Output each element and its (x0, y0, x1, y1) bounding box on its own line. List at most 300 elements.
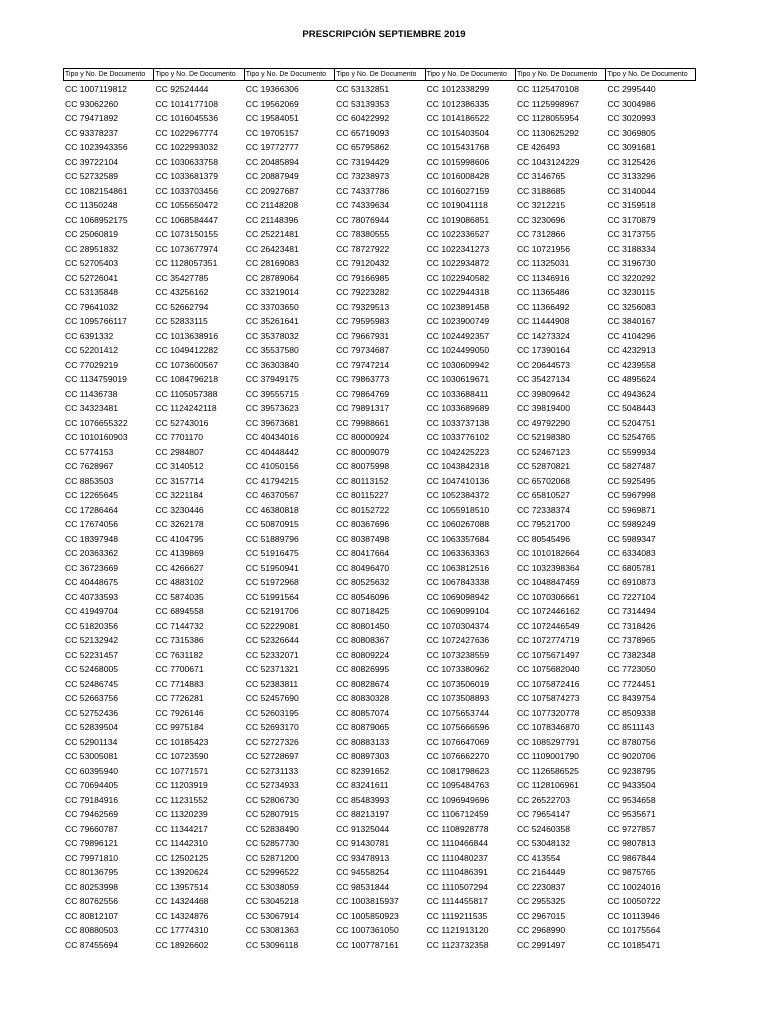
document-id-cell: CC 52326644 (245, 635, 299, 645)
document-id-cell: CC 1110486391 (426, 867, 488, 877)
document-id-cell: CC 79667931 (336, 330, 390, 341)
table-row (63, 329, 696, 344)
document-id-cell: CC 10175564 (607, 925, 661, 935)
document-id-cell: CC 52901134 (65, 736, 118, 747)
document-id-cell: CC 9867844 (607, 852, 656, 863)
document-id-cell: CC 3230115 (607, 287, 655, 297)
document-id-cell: CC 3069805 (607, 127, 656, 138)
document-id-cell: CC 1073600567 (155, 359, 218, 370)
document-id-cell: CC 6910873 (607, 577, 656, 587)
document-id-cell: CC 79971810 (65, 852, 119, 863)
document-id-cell: CC 5969871 (607, 504, 656, 515)
document-id-cell: CC 80136795 (65, 867, 119, 877)
document-id-cell: CC 3020993 (607, 113, 656, 123)
document-id-cell: CC 7378965 (607, 635, 656, 645)
table-row (63, 619, 696, 634)
document-id-cell: CC 1012338299 (426, 84, 490, 94)
document-id-cell: CC 21148208 (245, 200, 299, 210)
document-id-cell: CC 80883133 (336, 736, 390, 747)
document-id-cell: CC 53081363 (245, 925, 299, 935)
document-id-cell: CC 34323481 (65, 403, 119, 413)
document-id-cell: CC 1030619671 (426, 374, 490, 384)
document-id-cell: CC 52743016 (155, 417, 209, 428)
document-id-cell: CC 52732589 (65, 171, 119, 181)
document-id-cell: CC 1016027159 (426, 185, 490, 196)
table-row (63, 169, 696, 184)
document-id-cell: CC 79184916 (65, 794, 119, 805)
document-id-cell: CC 5989347 (607, 533, 656, 544)
document-id-cell: CC 1012386335 (426, 98, 490, 109)
document-id-cell: CC 1084796218 (155, 374, 218, 384)
document-id-cell: CC 1085297791 (516, 736, 580, 747)
document-id-cell: CC 79166985 (336, 272, 390, 283)
document-id-cell: CC 1114455817 (426, 896, 488, 906)
document-id-cell: CC 1016008428 (426, 171, 490, 181)
document-id-cell: CC 3230446 (155, 504, 204, 515)
document-id-cell: CC 1043124229 (516, 156, 580, 167)
document-id-cell: CC 9875765 (607, 867, 656, 877)
document-id-cell: CC 1075666596 (426, 722, 490, 732)
document-id-cell: CC 1109001790 (516, 751, 579, 761)
table-row (63, 488, 696, 503)
document-id-cell: CC 1110480237 (426, 852, 488, 863)
document-id-cell: CC 52468005 (65, 664, 119, 674)
document-id-cell: CC 65719093 (336, 127, 390, 138)
document-id-cell: CC 1075653744 (426, 707, 490, 718)
table-row (63, 662, 696, 677)
table-row (63, 561, 696, 576)
document-id-cell: CC 28951832 (65, 243, 119, 254)
document-id-cell: CC 2984807 (155, 446, 204, 457)
document-id-cell: CC 3230696 (516, 214, 566, 225)
document-id-cell: CC 1096949696 (426, 794, 490, 805)
column-header: Tipo y No. De Documento (153, 69, 243, 80)
table-row (63, 923, 696, 938)
document-id-cell: CC 11366492 (516, 301, 570, 312)
document-id-cell: CC 52332071 (245, 649, 299, 660)
document-id-cell: CC 18926602 (155, 939, 209, 950)
table-row (63, 213, 696, 228)
document-id-cell: CC 26423481 (245, 243, 299, 254)
document-id-cell: CC 52603195 (245, 707, 299, 718)
document-id-cell: CC 35427134 (516, 374, 570, 384)
document-id-cell: CC 5989249 (607, 519, 656, 529)
document-id-cell: CC 1077320778 (516, 707, 580, 718)
document-id-cell: CC 79329513 (336, 301, 390, 312)
document-id-cell: CC 1121913120 (426, 925, 489, 935)
document-id-cell: CC 53045218 (245, 896, 299, 906)
document-id-cell: CC 11325031 (516, 258, 570, 268)
document-id-cell: CC 1128057351 (155, 258, 218, 268)
document-id-cell: CC 1110466844 (426, 838, 488, 848)
document-id-cell: CC 51889796 (245, 533, 299, 544)
document-id-cell: CC 7926146 (155, 707, 204, 718)
document-id-cell: CC 46370567 (245, 490, 299, 500)
document-id-cell: CC 1015998606 (426, 156, 490, 167)
document-id-cell: CC 7723050 (607, 664, 656, 674)
document-id-cell: CC 14273324 (516, 330, 570, 341)
document-id-cell: CC 8439754 (607, 693, 656, 703)
document-id-cell: CC 1119211535 (426, 910, 488, 921)
document-id-cell: CC 80830328 (336, 693, 390, 703)
document-id-cell: CC 1016045536 (155, 113, 218, 123)
document-id-cell: CC 1052384372 (426, 490, 490, 500)
document-id-cell: CC 19562069 (245, 98, 299, 109)
document-id-cell: CC 9238795 (607, 765, 656, 776)
document-id-cell: CC 51820356 (65, 620, 119, 631)
document-id-cell: CC 7724451 (607, 678, 656, 689)
document-id-cell: CC 1060267088 (426, 519, 490, 529)
document-id-cell: CC 3188334 (607, 243, 656, 254)
document-id-cell: CC 80828674 (336, 678, 390, 689)
document-id-cell: CC 1014186522 (426, 113, 490, 123)
document-id-cell: CC 7631182 (155, 649, 204, 660)
document-id-cell: CC 74339634 (336, 200, 390, 210)
document-id-cell: CC 1010160903 (65, 432, 128, 442)
document-id-cell: CC 413554 (516, 852, 561, 863)
document-id-cell: CC 3221184 (155, 490, 204, 500)
document-id-cell: CC 52460358 (516, 823, 570, 834)
document-id-cell: CC 80546096 (336, 591, 390, 602)
document-id-cell: CC 52663756 (65, 693, 119, 703)
document-id-cell: CC 52467123 (516, 446, 570, 457)
document-id-cell: CC 25221481 (245, 229, 299, 239)
document-id-cell: CC 1033737138 (426, 417, 490, 428)
document-id-cell: CC 1010182664 (516, 548, 580, 558)
document-id-cell: CC 1033681379 (155, 171, 218, 181)
document-id-cell: CC 19705157 (245, 127, 299, 138)
document-id-cell: CC 4232913 (607, 345, 656, 355)
document-id-cell: CC 11346916 (516, 272, 570, 283)
document-id-cell: CC 17390164 (516, 345, 570, 355)
document-id-cell: CC 26522703 (516, 794, 570, 805)
document-id-cell: CC 87455694 (65, 939, 119, 950)
document-id-cell: CC 1048847459 (516, 577, 580, 587)
document-id-cell: CC 19584051 (245, 113, 299, 123)
document-id-cell: CC 80009079 (336, 446, 390, 457)
document-id-cell: CC 60395940 (65, 765, 119, 776)
table-row (63, 517, 696, 532)
document-id-cell: CC 11344217 (155, 823, 208, 834)
document-id-cell: CC 79896121 (65, 838, 119, 848)
document-id-cell: CC 13920624 (155, 867, 209, 877)
table-row (63, 633, 696, 648)
document-id-cell: CC 20927687 (245, 185, 299, 196)
document-id-cell: CC 10185471 (607, 939, 661, 950)
document-id-cell: CC 80253998 (65, 881, 119, 892)
document-id-cell: CC 28169083 (245, 258, 299, 268)
document-id-cell: CC 1108928778 (426, 823, 489, 834)
document-id-cell: CC 8780756 (607, 736, 656, 747)
table-row (63, 401, 696, 416)
document-id-cell: CC 5599934 (607, 446, 656, 457)
table-row (63, 894, 696, 909)
document-id-cell: CC 8511143 (607, 722, 655, 732)
table-row (63, 503, 696, 518)
document-id-cell: CC 1073380962 (426, 664, 490, 674)
document-id-cell: CC 1126586525 (516, 765, 579, 776)
document-id-cell: CC 10113946 (607, 910, 660, 921)
document-id-cell: CC 11231552 (155, 794, 208, 805)
document-id-cell: CC 1106712459 (426, 809, 489, 819)
document-id-cell: CC 21148396 (245, 214, 299, 225)
document-id-cell: CC 1123732358 (426, 939, 489, 950)
document-id-cell: CC 80496470 (336, 562, 390, 573)
document-id-cell: CC 39722104 (65, 156, 119, 167)
column-header: Tipo y No. De Documento (334, 69, 424, 80)
document-id-cell: CC 78076944 (336, 214, 390, 225)
document-id-cell: CC 1055650472 (155, 200, 218, 210)
document-id-cell: CC 80152722 (336, 504, 390, 515)
document-id-cell: CC 49792290 (516, 417, 570, 428)
document-id-cell: CC 2968990 (516, 925, 566, 935)
document-id-cell: CC 1033776102 (426, 432, 490, 442)
document-id-cell: CC 2955325 (516, 896, 566, 906)
page-title: PRESCRIPCIÓN SEPTIEMBRE 2019 (302, 29, 466, 40)
document-id-cell: CC 1032398364 (516, 562, 580, 573)
document-id-cell: CC 1023891458 (426, 301, 490, 312)
document-id-cell: CC 33219014 (245, 287, 299, 297)
document-id-cell: CC 52726041 (65, 272, 119, 283)
document-id-cell: CC 40733593 (65, 591, 119, 602)
table-row (63, 865, 696, 880)
table-row (63, 416, 696, 431)
document-id-cell: CC 80115227 (336, 490, 389, 500)
document-id-cell: CC 74337786 (336, 185, 390, 196)
document-id-cell: CC 65702068 (516, 475, 570, 486)
document-id-cell: CC 79120432 (336, 258, 390, 268)
document-id-cell: CC 36303840 (245, 359, 299, 370)
document-id-cell: CC 1069098942 (426, 591, 490, 602)
document-id-cell: CC 3256083 (607, 301, 656, 312)
document-id-cell: CC 1013638916 (155, 330, 218, 341)
document-id-cell: CC 1075874273 (516, 693, 580, 703)
document-id-cell: CC 35537580 (245, 345, 299, 355)
document-id-cell: CC 1023900749 (426, 316, 490, 326)
document-id-cell: CC 13957514 (155, 881, 209, 892)
document-id-cell: CC 80545496 (516, 533, 570, 544)
table-row (63, 343, 696, 358)
document-id-cell: CC 1078346870 (516, 722, 580, 732)
document-id-cell: CC 11203919 (155, 780, 208, 790)
column-header: Tipo y No. De Documento (515, 69, 605, 80)
document-id-cell: CC 1024492357 (426, 330, 490, 341)
document-id-cell: CC 7714883 (155, 678, 204, 689)
document-id-cell: CC 52731133 (245, 765, 299, 776)
table-row (63, 749, 696, 764)
document-id-cell: CC 8853503 (65, 475, 114, 486)
document-id-cell: CC 7700671 (155, 664, 204, 674)
document-id-cell: CC 51972968 (245, 577, 299, 587)
table-row (63, 720, 696, 735)
document-id-cell: CC 9727857 (607, 823, 656, 834)
document-id-cell: CC 1072427636 (426, 635, 490, 645)
table-row (63, 430, 696, 445)
document-id-cell: CC 1047410136 (426, 475, 490, 486)
document-id-cell: CC 5967998 (607, 490, 656, 500)
table-row (63, 242, 696, 257)
table-row (63, 836, 696, 851)
table-row (63, 198, 696, 213)
document-id-cell: CC 79734687 (336, 345, 390, 355)
document-id-cell: CC 88213197 (336, 809, 390, 819)
document-id-cell: CC 5874035 (155, 591, 204, 602)
document-id-cell: CC 14324468 (155, 896, 209, 906)
document-id-cell: CC 79864769 (336, 388, 390, 399)
table-row (63, 677, 696, 692)
document-id-cell: CC 10721956 (516, 243, 570, 254)
document-id-cell: CC 7318426 (607, 620, 656, 631)
document-id-cell: CC 80880503 (65, 925, 119, 935)
document-id-cell: CC 35427785 (155, 272, 209, 283)
document-id-cell: CC 50870915 (245, 519, 299, 529)
document-id-cell: CC 2995440 (607, 84, 656, 94)
document-id-cell: CC 19772777 (245, 142, 299, 152)
document-id-cell: CC 1110507294 (426, 881, 488, 892)
document-id-cell: CC 3220292 (607, 272, 656, 283)
document-id-cell: CC 9433504 (607, 780, 656, 790)
table-row (63, 532, 696, 547)
document-id-cell: CC 52693170 (245, 722, 299, 732)
document-id-cell: CC 80801450 (336, 620, 390, 631)
column-header: Tipo y No. De Documento (605, 69, 695, 80)
document-id-cell: CC 52833115 (155, 316, 208, 326)
document-id-cell: CC 52734933 (245, 780, 299, 790)
document-id-cell: CC 79891317 (336, 403, 390, 413)
document-id-cell: CC 1015403504 (426, 127, 490, 138)
table-row (63, 706, 696, 721)
document-id-cell: CC 1007787161 (336, 939, 399, 950)
document-id-cell: CC 5925495 (607, 475, 656, 486)
table-row (63, 459, 696, 474)
document-id-cell: CC 82391652 (336, 765, 390, 776)
document-id-cell: CC 1134759019 (65, 374, 127, 384)
document-id-cell: CC 79641032 (65, 301, 119, 312)
document-id-cell: CC 4239558 (607, 359, 656, 370)
document-id-cell: CC 1105057388 (155, 388, 218, 399)
document-id-cell: CC 80367696 (336, 519, 390, 529)
document-id-cell: CC 46380818 (245, 504, 299, 515)
document-id-cell: CC 80000924 (336, 432, 390, 442)
document-id-cell: CC 73194429 (336, 156, 390, 167)
table-row (63, 909, 696, 924)
document-id-cell: CC 7314494 (607, 606, 656, 616)
document-id-cell: CC 52727326 (245, 736, 299, 747)
document-id-cell: CC 1033688411 (426, 388, 489, 399)
document-id-cell: CC 7628967 (65, 461, 114, 471)
document-id-cell: CC 3140512 (155, 461, 204, 471)
document-id-cell: CC 9020706 (607, 751, 656, 761)
document-id-cell: CC 18397948 (65, 533, 119, 544)
table-row (63, 184, 696, 199)
table-row (63, 546, 696, 561)
document-id-cell: CC 79863773 (336, 374, 390, 384)
document-id-cell: CC 1014177108 (155, 98, 218, 109)
document-id-cell: CC 3173755 (607, 229, 656, 239)
document-id-cell: CC 41050156 (245, 461, 299, 471)
table-row (63, 82, 696, 97)
document-id-cell: CC 40448675 (65, 577, 119, 587)
document-id-cell: CC 80762556 (65, 896, 119, 906)
document-id-cell: CC 53038059 (245, 881, 299, 892)
document-id-cell: CC 1073506019 (426, 678, 490, 689)
document-id-cell: CC 93478913 (336, 852, 390, 863)
document-id-cell: CC 53096118 (245, 939, 299, 950)
document-id-cell: CC 91430781 (336, 838, 390, 848)
document-id-cell: CC 53005081 (65, 751, 119, 761)
document-id-cell: CC 52371321 (245, 664, 299, 674)
document-id-cell: CC 1073150155 (155, 229, 218, 239)
document-id-cell: CC 33703650 (245, 301, 299, 312)
document-id-cell: CC 77029219 (65, 359, 119, 370)
document-id-cell: CC 79654147 (516, 809, 570, 819)
document-id-cell: CC 1130625292 (516, 127, 579, 138)
table-row (63, 285, 696, 300)
document-id-cell: CC 53139353 (336, 98, 390, 109)
document-id-cell: CC 28789064 (245, 272, 299, 283)
document-id-cell: CC 80525632 (336, 577, 390, 587)
column-header: Tipo y No. De Documento (425, 69, 515, 80)
document-id-cell: CC 52231457 (65, 649, 119, 660)
document-id-cell: CC 37949175 (245, 374, 299, 384)
document-id-cell: CC 20363362 (65, 548, 119, 558)
document-id-cell: CC 2164449 (516, 867, 566, 877)
document-id-cell: CC 98531844 (336, 881, 390, 892)
document-id-cell: CC 1023943356 (65, 142, 128, 152)
document-id-cell: CC 51991564 (245, 591, 299, 602)
document-id-cell: CC 1022336527 (426, 229, 490, 239)
document-id-cell: CC 12502125 (155, 852, 209, 863)
document-id-cell: CC 80417664 (336, 548, 390, 558)
document-id-cell: CC 7312866 (516, 229, 566, 239)
table-row (63, 807, 696, 822)
document-id-cell: CC 10185423 (155, 736, 209, 747)
document-id-cell: CC 70694405 (65, 780, 119, 790)
document-id-cell: CC 52201412 (65, 345, 119, 355)
document-id-cell: CC 1022944318 (426, 287, 490, 297)
document-id-cell: CC 80075998 (336, 461, 390, 471)
document-id-cell: CC 60422992 (336, 113, 390, 123)
table-row (63, 140, 696, 155)
document-id-cell: CC 1022967774 (155, 127, 218, 138)
document-id-cell: CC 52871200 (245, 852, 299, 863)
document-id-cell: CC 39809642 (516, 388, 570, 399)
table-row (63, 851, 696, 866)
document-id-cell: CC 1030609942 (426, 359, 490, 370)
document-id-cell: CC 4883102 (155, 577, 204, 587)
document-id-cell: CC 20887949 (245, 171, 299, 181)
document-id-cell: CC 1076662270 (426, 751, 490, 761)
table-row (63, 227, 696, 242)
document-id-cell: CC 6391332 (65, 330, 114, 341)
document-id-cell: CC 3170879 (607, 214, 656, 225)
table-row (63, 793, 696, 808)
document-id-cell: CC 2991497 (516, 939, 566, 950)
table-row (63, 648, 696, 663)
document-id-cell: CC 80387498 (336, 533, 390, 544)
document-id-cell: CC 1019086851 (426, 214, 490, 225)
document-id-cell: CC 3212215 (516, 200, 566, 210)
document-id-cell: CC 1055918510 (426, 504, 490, 515)
document-id-cell: CC 39673681 (245, 417, 299, 428)
table-row (63, 256, 696, 271)
document-id-cell: CC 1124242118 (155, 403, 217, 413)
document-id-cell: CC 10771571 (155, 765, 209, 776)
document-id-cell: CC 52191706 (245, 606, 299, 616)
document-id-cell: CC 40434016 (245, 432, 299, 442)
document-id-cell: CC 3004986 (607, 98, 656, 109)
document-id-cell: CC 20485894 (245, 156, 299, 167)
